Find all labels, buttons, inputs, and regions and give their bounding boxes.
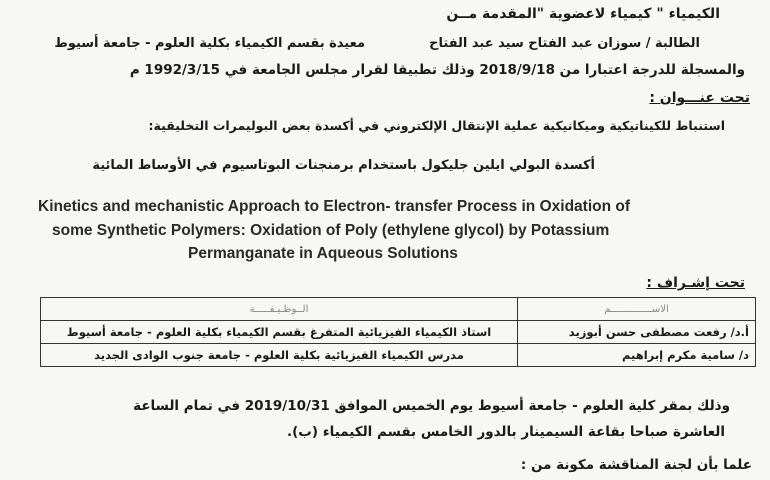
supervisor-name: د/ سامية مكرم إبراهيم [518,344,756,367]
supervision-heading: تحت إشـراف : [646,275,745,291]
table-row [41,321,756,344]
registration-line: والمسجلة للدرجة اعتبارا من 2018/9/18 وذلك تطبيقا لقرار مجلس الجامعة في 1992/3/15 م [129,62,745,78]
header-line-1: الكيمياء " كيمياء لاعضوية "المقدمة مــن [446,6,720,22]
supervision-table [40,297,756,367]
committee-heading: علما بأن لجنة المناقشة مكونة من : [520,457,752,473]
supervisor-name: أ.د/ رفعت مصطفى حسن أبوزيد [518,321,756,344]
col-name-header: الاســــــــــــــم [518,298,756,321]
footer-line-2: العاشرة صباحا بقاعة السيمينار بالدور الخامس بقسم الكيمياء (ب). [286,424,725,440]
english-title-line-1: Kinetics and mechanistic Approach to Electron- transfer Process in Oxidation of [38,198,630,215]
arabic-title-line-2: أكسدة البولي ايلين جليكول باستخدام برمنجنات البوتاسيوم في الأوساط المائية [92,158,595,173]
supervisor-position: استاذ الكيمياء الفيزيائية المتفرغ بقسم الكيمياء بكلية العلوم - جامعة أسيوط [41,321,518,344]
student-position: معيدة بقسم الكيمياء بكلية العلوم - جامعة أسيوط [54,36,365,51]
supervisor-position: مدرس الكيمياء الفيزيائية بكلية العلوم - جامعة جنوب الوادى الجديد [41,344,518,367]
english-title-line-2: some Synthetic Polymers: Oxidation of Poly (ethylene glycol) by Potassium [52,222,610,239]
title-heading: تحت عنـــوان : [649,90,750,106]
supervision-header-row [41,298,756,321]
col-position-header: الــوظـيـفـــــة [41,298,518,321]
english-title-line-3: Permanganate in Aqueous Solutions [188,245,458,262]
student-name: الطالبة / سوزان عبد الفتاح سيد عبد الفتاح [429,36,700,51]
arabic-title-line-1: استنباط للكيناتيكية وميكانيكية عملية الإنتقال الإلكتروني في أكسدة بعض البوليمرات التخليقية: [148,118,725,133]
table-row [41,344,756,367]
footer-line-1: وذلك بمقر كلية العلوم - جامعة أسيوط يوم الخميس الموافق 2019/10/31 في تمام الساعة [133,398,730,414]
